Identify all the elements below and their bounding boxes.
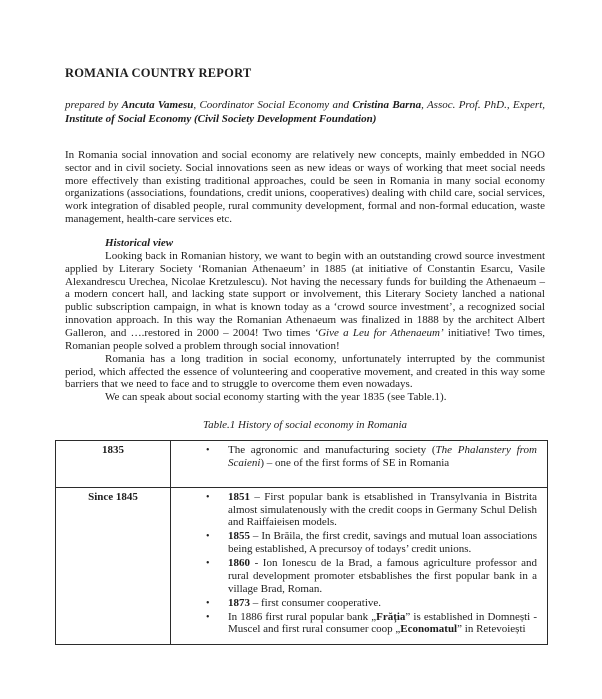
history-item-text: [228, 597, 537, 610]
events-cell: [171, 440, 548, 487]
history-item: [171, 597, 537, 610]
bullet-icon: •: [206, 557, 210, 569]
bullet-icon: •: [206, 611, 210, 623]
intro-paragraph: In Romania social innovation and social economy are relatively new concepts, mainly embedded in NGO sector and in civil society. Social innovations seen as new ideas or ways of working that meet social needs more effectively than existing traditional approaches, could be seen in Romania in many social economy organizations (associations, foundations, credit unions, cooperatives) dealing with child care, social services, work integration of disabled people, rural community development, formal and non-formal education, waste management, health-care services etc.: [65, 148, 545, 226]
text-segment: 1860: [228, 556, 250, 569]
report-title: ROMANIA COUNTRY REPORT: [65, 66, 252, 80]
text-segment: 1873: [228, 596, 250, 609]
bullet-icon: •: [206, 491, 210, 503]
period-cell: 1835: [56, 440, 171, 487]
bullet-icon: •: [206, 531, 210, 543]
text-segment: Frăția: [376, 610, 406, 623]
text-segment: The agronomic and manufacturing society (: [228, 443, 436, 456]
text-segment: Institute of Social Economy (Civil Society Development Foundation): [65, 112, 377, 125]
history-item-text: [228, 491, 537, 530]
text-segment: In 1886 first rural popular bank „: [228, 610, 377, 623]
history-item: [171, 557, 537, 596]
history-item-text: [228, 611, 537, 637]
bullet-icon: •: [206, 597, 210, 609]
history-item: [171, 491, 537, 530]
text-segment: - Ion Ionescu de la Brad, a famous agriculture professor and rural development promoter etsbablishes the first popular bank in a village Brad, Roman.: [228, 556, 537, 595]
text-segment: Cristina Barna: [352, 98, 422, 111]
text-segment: initiative! Two times, Romanian people solved a problem through social innovation!: [65, 326, 545, 352]
history-item-text: [228, 444, 537, 470]
history-item: [171, 611, 537, 637]
bullet-icon: •: [206, 444, 210, 456]
events-cell: [171, 487, 548, 645]
text-segment: ) – one of the first forms of SE in Romania: [260, 456, 450, 469]
text-segment: Ancuta Vamesu: [121, 98, 194, 111]
table-row: [56, 487, 548, 645]
speak-paragraph: We can speak about social economy starting with the year 1835 (see Table.1).: [105, 391, 447, 404]
section-heading-historical-view: Historical view: [105, 236, 174, 249]
byline: [65, 98, 545, 126]
tradition-paragraph: Romania has a long tradition in social economy, unfortunately interrupted by the communist period, which affected the essence of volunteering and cooperative movement, and created in this way some barriers that we need to face and to struggle to overcome them even nowadays.: [65, 352, 545, 391]
table-caption: Table.1 History of social economy in Romania: [203, 419, 407, 432]
historical-paragraph: [65, 250, 545, 353]
history-table-body: [56, 440, 548, 644]
history-item: [171, 530, 537, 556]
table-row: [56, 440, 548, 487]
text-segment: ” is established in Domnești - Muscel and first rural consumer coop „: [228, 610, 537, 636]
history-item-text: [228, 530, 537, 556]
text-segment: prepared by: [65, 98, 122, 111]
history-item-text: [228, 557, 537, 596]
history-item: [171, 444, 537, 470]
text-segment: , Assoc. Prof. PhD., Expert,: [421, 98, 546, 111]
text-segment: 1855: [228, 530, 250, 543]
text-segment: , Coordinator Social Economy and: [193, 98, 353, 111]
text-segment: Looking back in Romanian history, we want to begin with an outstanding crowd source investment applied by Literary Society ‘Romanian Athenaeum’ in 1885 (at initiative of Constantin Esarcu, Vasile Alexandrescu Urechea, Nicolae Kretzulescu). Not having the necessary funds for building the Athenaeum – a modern concert hall, and lacking state support or involvement, this Literary Society lanched a national public subscription campaign, in what is known today as a ‘crowd source investment’, a recognized social innovation approach. In this way the Romanian Athenaeum was finalized in 1888 by the architect Albert Galleron, and ….restored in 2000 – 2004! Two times: [65, 249, 545, 339]
text-segment: – In Brăila, the first credit, savings and mutual loan associations being established, A precursoy of todays’ credit unions.: [228, 530, 537, 556]
period-cell: Since 1845: [56, 487, 171, 645]
text-segment: – First popular bank is etsablished in Transylvania in Bistrita almost simulatenously with the credit coops in Germany Schul Delish and Raiffaieisen models.: [228, 490, 537, 529]
text-segment: – first consumer cooperative.: [250, 596, 382, 609]
text-segment: ” in Retevoiești: [457, 623, 526, 636]
text-segment: The Phalanstery from Scaieni: [228, 443, 537, 469]
text-segment: Economatul: [400, 623, 458, 636]
text-segment: 1851: [228, 490, 250, 503]
text-segment: ‘Give a Leu for Athenaeum’: [314, 326, 444, 339]
history-table: [55, 440, 548, 645]
